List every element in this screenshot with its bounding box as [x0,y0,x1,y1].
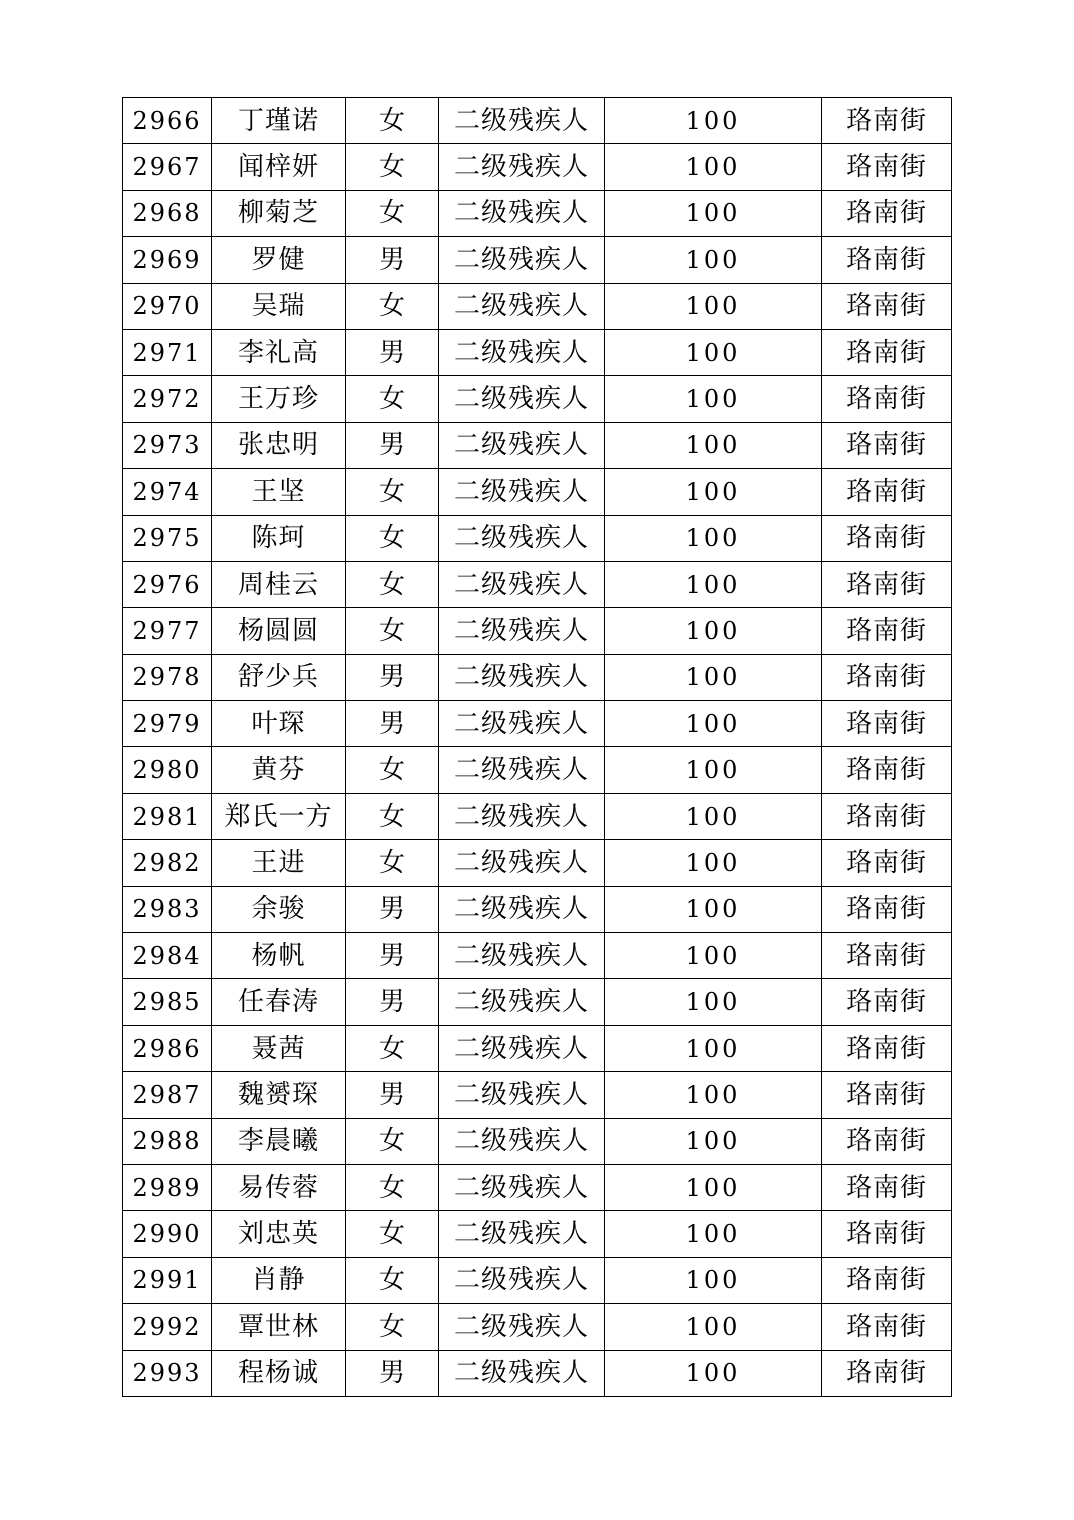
cell-disability-level: 二级残疾人 [439,237,605,283]
cell-street: 珞南街 [822,979,952,1025]
table-row [123,793,952,839]
cell-name: 程杨诚 [212,1350,346,1396]
cell-amount: 100 [605,144,822,190]
cell-name: 王坚 [212,469,346,515]
cell-name: 杨圆圆 [212,608,346,654]
cell-street: 珞南街 [822,515,952,561]
cell-gender: 男 [346,237,439,283]
cell-amount: 100 [605,561,822,607]
cell-serial-number: 2967 [123,144,212,190]
cell-amount: 100 [605,933,822,979]
cell-serial-number: 2972 [123,376,212,422]
table-row [123,701,952,747]
cell-street: 珞南街 [822,747,952,793]
cell-disability-level: 二级残疾人 [439,1304,605,1350]
cell-name: 柳菊芝 [212,190,346,236]
cell-disability-level: 二级残疾人 [439,1118,605,1164]
table-row [123,1211,952,1257]
cell-serial-number: 2969 [123,237,212,283]
cell-street: 珞南街 [822,1211,952,1257]
cell-street: 珞南街 [822,608,952,654]
cell-gender: 男 [346,422,439,468]
cell-street: 珞南街 [822,1350,952,1396]
cell-disability-level: 二级残疾人 [439,654,605,700]
cell-amount: 100 [605,237,822,283]
cell-serial-number: 2977 [123,608,212,654]
cell-name: 舒少兵 [212,654,346,700]
cell-name: 任春涛 [212,979,346,1025]
cell-amount: 100 [605,1257,822,1303]
cell-disability-level: 二级残疾人 [439,1025,605,1071]
cell-disability-level: 二级残疾人 [439,515,605,561]
table-row [123,1072,952,1118]
cell-amount: 100 [605,747,822,793]
cell-name: 杨帆 [212,933,346,979]
cell-name: 张忠明 [212,422,346,468]
cell-name: 余骏 [212,886,346,932]
cell-gender: 男 [346,933,439,979]
cell-street: 珞南街 [822,329,952,375]
cell-serial-number: 2975 [123,515,212,561]
cell-gender: 女 [346,469,439,515]
cell-serial-number: 2992 [123,1304,212,1350]
cell-street: 珞南街 [822,98,952,144]
cell-amount: 100 [605,1304,822,1350]
cell-name: 吴瑞 [212,283,346,329]
cell-serial-number: 2982 [123,840,212,886]
cell-name: 肖静 [212,1257,346,1303]
cell-serial-number: 2979 [123,701,212,747]
cell-amount: 100 [605,469,822,515]
table-row [123,283,952,329]
table-row [123,654,952,700]
table-row [123,237,952,283]
cell-disability-level: 二级残疾人 [439,1211,605,1257]
table-row [123,376,952,422]
cell-amount: 100 [605,98,822,144]
cell-gender: 男 [346,1072,439,1118]
cell-serial-number: 2993 [123,1350,212,1396]
cell-serial-number: 2990 [123,1211,212,1257]
cell-gender: 男 [346,979,439,1025]
cell-amount: 100 [605,283,822,329]
cell-serial-number: 2986 [123,1025,212,1071]
cell-disability-level: 二级残疾人 [439,144,605,190]
table-row [123,840,952,886]
cell-gender: 女 [346,1164,439,1210]
cell-disability-level: 二级残疾人 [439,1072,605,1118]
cell-name: 丁瑾诺 [212,98,346,144]
table-row [123,608,952,654]
cell-serial-number: 2968 [123,190,212,236]
roster-table [122,97,952,1397]
cell-street: 珞南街 [822,793,952,839]
cell-disability-level: 二级残疾人 [439,608,605,654]
table-row [123,979,952,1025]
cell-amount: 100 [605,654,822,700]
cell-street: 珞南街 [822,654,952,700]
cell-disability-level: 二级残疾人 [439,98,605,144]
cell-disability-level: 二级残疾人 [439,793,605,839]
cell-disability-level: 二级残疾人 [439,747,605,793]
cell-street: 珞南街 [822,1118,952,1164]
cell-gender: 女 [346,1025,439,1071]
cell-disability-level: 二级残疾人 [439,840,605,886]
cell-serial-number: 2970 [123,283,212,329]
cell-amount: 100 [605,886,822,932]
cell-street: 珞南街 [822,144,952,190]
cell-name: 刘忠英 [212,1211,346,1257]
table-row [123,1350,952,1396]
cell-name: 陈珂 [212,515,346,561]
cell-gender: 女 [346,283,439,329]
table-row [123,144,952,190]
cell-disability-level: 二级残疾人 [439,933,605,979]
cell-gender: 女 [346,747,439,793]
cell-gender: 男 [346,329,439,375]
cell-serial-number: 2976 [123,561,212,607]
cell-serial-number: 2984 [123,933,212,979]
cell-street: 珞南街 [822,283,952,329]
cell-gender: 女 [346,1118,439,1164]
cell-street: 珞南街 [822,701,952,747]
cell-amount: 100 [605,1211,822,1257]
cell-disability-level: 二级残疾人 [439,422,605,468]
cell-gender: 女 [346,1211,439,1257]
cell-amount: 100 [605,515,822,561]
cell-amount: 100 [605,329,822,375]
cell-gender: 女 [346,561,439,607]
table-row [123,886,952,932]
cell-disability-level: 二级残疾人 [439,190,605,236]
cell-amount: 100 [605,793,822,839]
table-row [123,515,952,561]
cell-amount: 100 [605,1025,822,1071]
cell-amount: 100 [605,840,822,886]
cell-name: 李晨曦 [212,1118,346,1164]
cell-amount: 100 [605,1350,822,1396]
cell-street: 珞南街 [822,1025,952,1071]
cell-amount: 100 [605,1072,822,1118]
table-row [123,469,952,515]
cell-street: 珞南街 [822,237,952,283]
cell-serial-number: 2974 [123,469,212,515]
cell-serial-number: 2973 [123,422,212,468]
cell-amount: 100 [605,376,822,422]
cell-gender: 女 [346,1257,439,1303]
cell-serial-number: 2978 [123,654,212,700]
cell-serial-number: 2971 [123,329,212,375]
cell-name: 聂茜 [212,1025,346,1071]
table-row [123,422,952,468]
cell-name: 覃世林 [212,1304,346,1350]
cell-street: 珞南街 [822,561,952,607]
cell-serial-number: 2966 [123,98,212,144]
cell-amount: 100 [605,701,822,747]
cell-disability-level: 二级残疾人 [439,376,605,422]
table-row [123,190,952,236]
cell-gender: 女 [346,840,439,886]
table-row [123,561,952,607]
cell-disability-level: 二级残疾人 [439,329,605,375]
cell-serial-number: 2987 [123,1072,212,1118]
cell-disability-level: 二级残疾人 [439,701,605,747]
cell-name: 郑氏一方 [212,793,346,839]
cell-gender: 女 [346,515,439,561]
cell-name: 王万珍 [212,376,346,422]
cell-gender: 女 [346,793,439,839]
cell-disability-level: 二级残疾人 [439,1257,605,1303]
cell-name: 黄芬 [212,747,346,793]
cell-amount: 100 [605,608,822,654]
cell-name: 罗健 [212,237,346,283]
cell-amount: 100 [605,190,822,236]
cell-disability-level: 二级残疾人 [439,1164,605,1210]
cell-name: 王进 [212,840,346,886]
table-row [123,933,952,979]
table-row [123,1164,952,1210]
cell-serial-number: 2991 [123,1257,212,1303]
roster-table-body [123,98,952,1397]
cell-gender: 男 [346,1350,439,1396]
cell-street: 珞南街 [822,1072,952,1118]
cell-name: 闻梓妍 [212,144,346,190]
cell-street: 珞南街 [822,840,952,886]
cell-disability-level: 二级残疾人 [439,1350,605,1396]
table-row [123,1025,952,1071]
cell-gender: 女 [346,98,439,144]
cell-gender: 男 [346,886,439,932]
cell-gender: 女 [346,376,439,422]
cell-serial-number: 2989 [123,1164,212,1210]
cell-serial-number: 2981 [123,793,212,839]
cell-amount: 100 [605,422,822,468]
cell-gender: 男 [346,701,439,747]
cell-disability-level: 二级残疾人 [439,886,605,932]
cell-gender: 女 [346,144,439,190]
table-row [123,1257,952,1303]
table-row [123,329,952,375]
cell-name: 易传蓉 [212,1164,346,1210]
cell-gender: 女 [346,1304,439,1350]
cell-serial-number: 2980 [123,747,212,793]
cell-disability-level: 二级残疾人 [439,283,605,329]
cell-street: 珞南街 [822,469,952,515]
cell-gender: 女 [346,190,439,236]
cell-street: 珞南街 [822,422,952,468]
cell-disability-level: 二级残疾人 [439,469,605,515]
table-row [123,98,952,144]
cell-name: 魏赟琛 [212,1072,346,1118]
cell-gender: 男 [346,654,439,700]
cell-street: 珞南街 [822,1304,952,1350]
cell-serial-number: 2985 [123,979,212,1025]
cell-gender: 女 [346,608,439,654]
cell-disability-level: 二级残疾人 [439,979,605,1025]
cell-serial-number: 2988 [123,1118,212,1164]
cell-street: 珞南街 [822,886,952,932]
table-row [123,747,952,793]
cell-amount: 100 [605,979,822,1025]
cell-amount: 100 [605,1118,822,1164]
cell-street: 珞南街 [822,933,952,979]
cell-street: 珞南街 [822,1164,952,1210]
cell-street: 珞南街 [822,190,952,236]
cell-disability-level: 二级残疾人 [439,561,605,607]
cell-name: 叶琛 [212,701,346,747]
cell-street: 珞南街 [822,1257,952,1303]
table-row [123,1304,952,1350]
cell-street: 珞南街 [822,376,952,422]
cell-name: 周桂云 [212,561,346,607]
cell-name: 李礼高 [212,329,346,375]
cell-serial-number: 2983 [123,886,212,932]
cell-amount: 100 [605,1164,822,1210]
table-row [123,1118,952,1164]
